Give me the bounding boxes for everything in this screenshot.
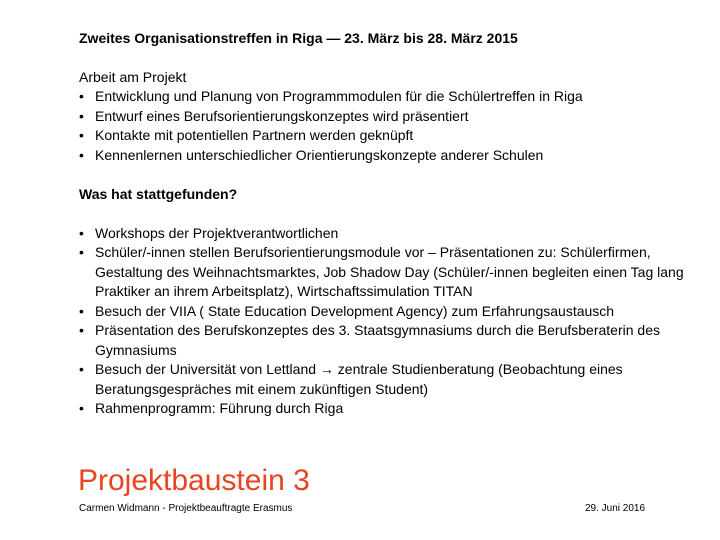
- footer-author: Carmen Widmann - Projektbeauftragte Erasmus: [79, 503, 293, 514]
- list-item: • Präsentation des Berufskonzeptes des 3. Staatsgymnasiums durch die Berufsberaterin des Gymnasiums: [79, 321, 699, 360]
- list-item: • Kontakte mit potentiellen Partnern werden geknüpft: [79, 126, 699, 146]
- footer-date: 29. Juni 2016: [585, 503, 646, 514]
- work-list: [79, 87, 699, 165]
- list-item: • Rahmenprogramm: Führung durch Riga: [79, 399, 699, 419]
- list-item: • Entwurf eines Berufsorientierungskonzeptes wird präsentiert: [79, 107, 699, 127]
- slide-title: Projektbaustein 3: [78, 464, 310, 497]
- meeting-heading: Zweites Organisationstreffen in Riga — 23. März bis 28. März 2015: [79, 30, 518, 46]
- list-item: • Workshops der Projektverantwortlichen: [79, 224, 699, 244]
- list-item: • Entwicklung und Planung von Programmmodulen für die Schülertreffen in Riga: [79, 87, 699, 107]
- list-item: • Kennenlernen unterschiedlicher Orientierungskonzepte anderer Schulen: [79, 146, 699, 166]
- work-section-label: Arbeit am Projekt: [79, 68, 187, 85]
- slide-body: [79, 29, 699, 419]
- events-list: [79, 224, 699, 419]
- list-item: • Schüler/-innen stellen Berufsorientierungsmodule vor – Präsentationen zu: Schülerfirmen, Gestaltung des Weihnachtsmarktes, Job Shadow Day (Schüler/-innen begleiten einen Tag lang Praktiker an ihrem Arbeitsplatz), Wirtschaftssimulation TITAN: [79, 243, 699, 302]
- events-heading: Was hat stattgefunden?: [79, 186, 238, 202]
- list-item: • Besuch der VIIA ( State Education Development Agency) zum Erfahrungsaustausch: [79, 302, 699, 322]
- list-item: • Besuch der Universität von Lettland → zentrale Studienberatung (Beobachtung eines Beratungsgespräches mit einem zukünftigen Student): [79, 360, 699, 399]
